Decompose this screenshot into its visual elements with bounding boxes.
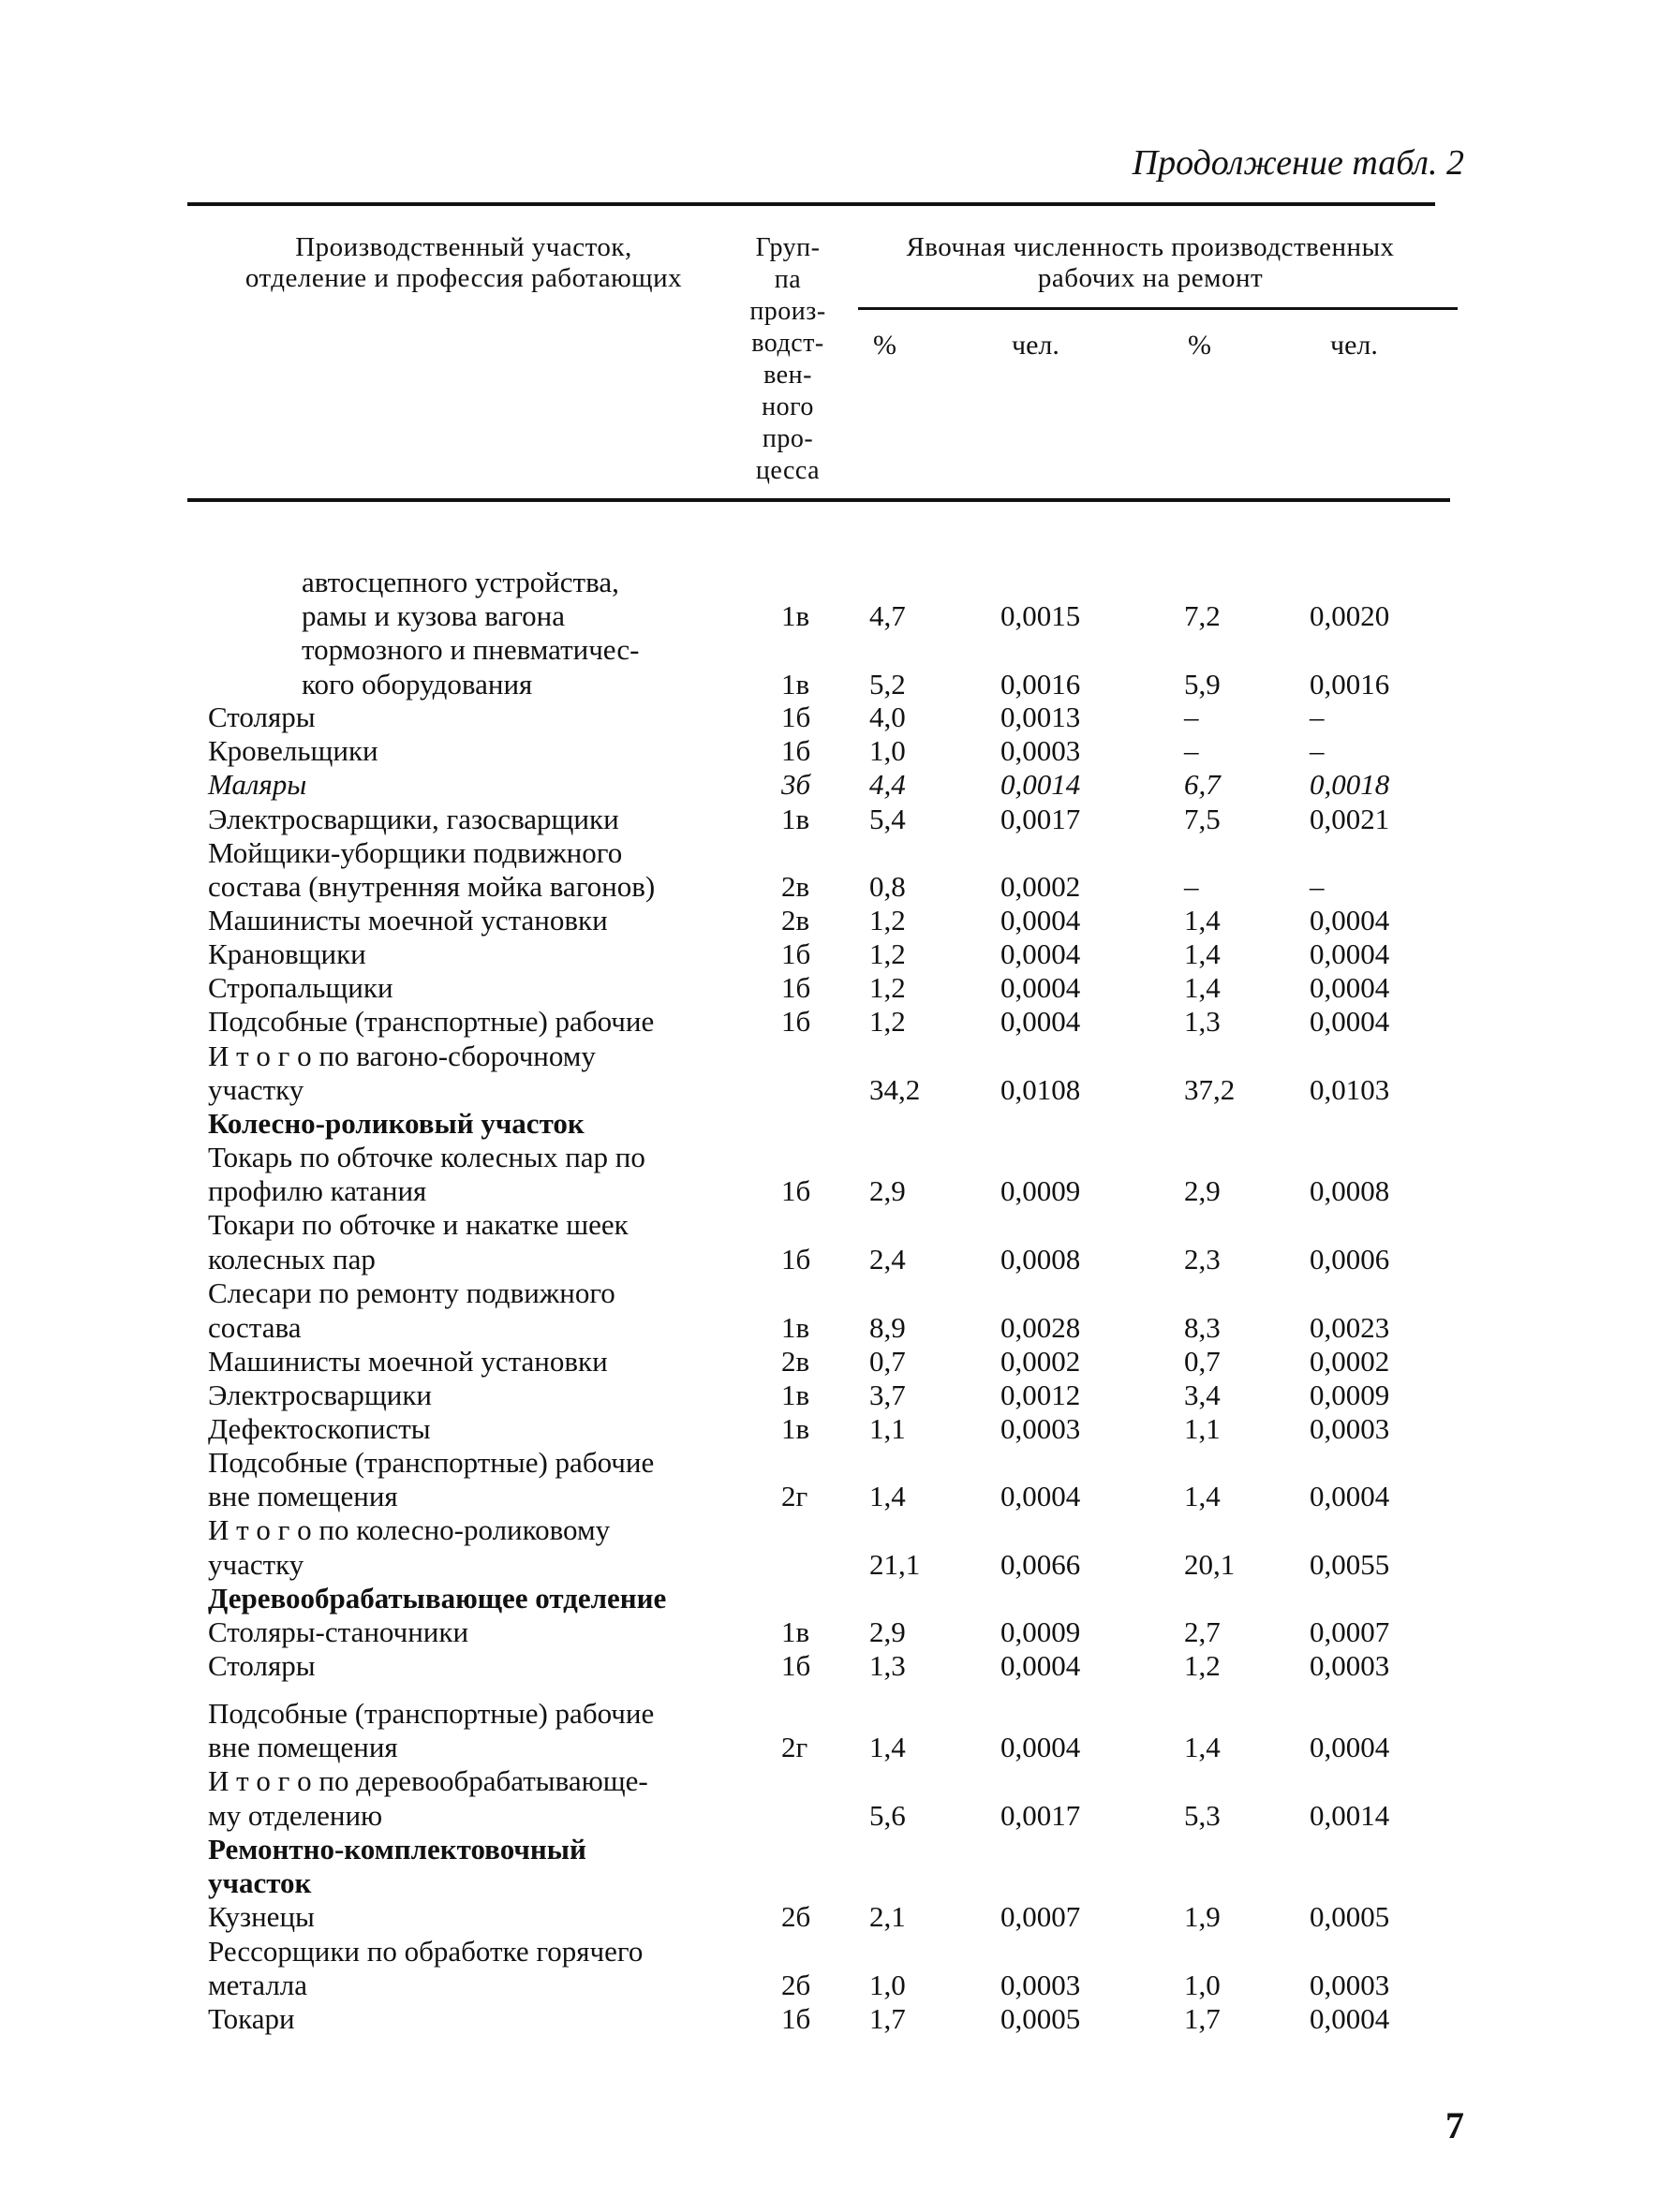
row-people-1: 0,0004 — [1000, 1005, 1081, 1038]
row-process-group: 2г — [781, 1731, 808, 1763]
table-row — [0, 1208, 1659, 1242]
row-label: Столяры — [208, 700, 316, 733]
table-row — [0, 1935, 1659, 1969]
row-percent-2: 2,9 — [1184, 1174, 1221, 1207]
row-people-1: 0,0017 — [1000, 803, 1081, 835]
row-label: Машинисты моечной установки — [208, 904, 608, 936]
row-people-2: 0,0009 — [1310, 1379, 1390, 1411]
row-people-1: 0,0003 — [1000, 1969, 1081, 2001]
header-staff-line-1: Явочная численность производственных — [906, 232, 1395, 262]
row-label: Крановщики — [208, 937, 366, 970]
header-group-line: произ- — [749, 297, 826, 326]
row-label: И т о г о по деревообрабатывающе- — [208, 1764, 648, 1797]
row-people-2: 0,0023 — [1310, 1311, 1390, 1344]
row-people-1: 0,0005 — [1000, 2002, 1081, 2035]
table-row — [0, 2002, 1659, 2036]
table-row — [0, 1005, 1659, 1039]
row-people-2: 0,0018 — [1310, 768, 1390, 801]
table-row — [0, 1615, 1659, 1649]
row-people-2: 0,0005 — [1310, 1900, 1390, 1933]
row-percent-2: 20,1 — [1184, 1548, 1236, 1581]
table-row — [0, 1969, 1659, 2002]
row-people-2: – — [1310, 700, 1325, 733]
table-row — [0, 803, 1659, 836]
row-label: Токари по обточке и накатке шеек — [208, 1208, 629, 1241]
page-number: 7 — [1445, 2104, 1464, 2146]
row-percent-2: 1,4 — [1184, 904, 1221, 936]
row-percent-2: 0,7 — [1184, 1345, 1221, 1378]
row-people-2: 0,0004 — [1310, 1005, 1390, 1038]
row-people-1: 0,0008 — [1000, 1243, 1081, 1276]
table-caption: Продолжение табл. 2 — [1132, 143, 1464, 183]
row-people-1: 0,0009 — [1000, 1174, 1081, 1207]
row-people-2: 0,0004 — [1310, 1731, 1390, 1763]
row-people-1: 0,0004 — [1000, 1731, 1081, 1763]
row-percent-2: 1,7 — [1184, 2002, 1221, 2035]
row-label: Мойщики-уборщики подвижного — [208, 836, 623, 869]
row-label: Подсобные (транспортные) рабочие — [208, 1446, 655, 1479]
row-label: Столяры-станочники — [208, 1615, 469, 1648]
row-label: Кузнецы — [208, 1900, 315, 1933]
row-people-1: 0,0004 — [1000, 904, 1081, 936]
header-group-line: цесса — [755, 456, 821, 485]
row-label: вне помещения — [208, 1480, 398, 1512]
row-people-1: 0,0004 — [1000, 1649, 1081, 1682]
table-row — [0, 1480, 1659, 1513]
row-process-group: 1б — [781, 937, 811, 970]
table-row — [0, 1141, 1659, 1174]
row-people-2: 0,0004 — [1310, 2002, 1390, 2035]
header-staff-column — [841, 232, 1459, 294]
row-people-1: 0,0002 — [1000, 1345, 1081, 1378]
header-bottom-rule — [187, 498, 1450, 502]
row-process-group: 2в — [781, 870, 810, 903]
row-process-group: 1б — [781, 2002, 811, 2035]
table-row — [0, 734, 1659, 768]
table-row — [0, 870, 1659, 904]
row-label: Машинисты моечной установки — [208, 1345, 608, 1378]
row-people-2: 0,0004 — [1310, 1480, 1390, 1512]
row-percent-1: 4,7 — [869, 599, 906, 632]
row-process-group: 1в — [781, 1615, 810, 1648]
row-people-2: 0,0003 — [1310, 1412, 1390, 1445]
row-people-2: 0,0004 — [1310, 904, 1390, 936]
row-label: Электросварщики, газосварщики — [208, 803, 619, 835]
table-row — [0, 1900, 1659, 1934]
row-percent-2: – — [1184, 870, 1199, 903]
row-percent-2: 2,3 — [1184, 1243, 1221, 1276]
row-people-2: 0,0020 — [1310, 599, 1390, 632]
header-name-line-2: отделение и профессия работающих — [244, 263, 683, 293]
row-percent-1: 1,1 — [869, 1412, 906, 1445]
table-row — [0, 1799, 1659, 1833]
row-people-2: 0,0103 — [1310, 1073, 1390, 1106]
table-row — [0, 1833, 1659, 1866]
subheader-people-2: чел. — [1330, 330, 1378, 361]
row-process-group: 1в — [781, 1379, 810, 1411]
row-people-1: 0,0014 — [1000, 768, 1081, 801]
table-row — [0, 1513, 1659, 1547]
row-percent-1: 4,0 — [869, 700, 906, 733]
row-people-1: 0,0004 — [1000, 971, 1081, 1004]
table-row — [0, 1073, 1659, 1107]
row-people-1: 0,0015 — [1000, 599, 1081, 632]
table-row — [0, 1040, 1659, 1073]
row-percent-1: 2,9 — [869, 1174, 906, 1207]
row-percent-1: 8,9 — [869, 1311, 906, 1344]
row-people-2: 0,0003 — [1310, 1649, 1390, 1682]
row-percent-2: 1,4 — [1184, 971, 1221, 1004]
row-label: И т о г о по колесно-роликовому — [208, 1513, 611, 1546]
row-process-group: 2б — [781, 1900, 811, 1933]
header-group-line: ного — [762, 392, 814, 421]
row-percent-2: 1,3 — [1184, 1005, 1221, 1038]
row-people-1: 0,0013 — [1000, 700, 1081, 733]
row-process-group: 1б — [781, 1649, 811, 1682]
row-process-group: 2г — [781, 1480, 808, 1512]
row-people-1: 0,0003 — [1000, 734, 1081, 767]
row-percent-2: 6,7 — [1184, 768, 1221, 801]
row-percent-1: 5,2 — [869, 668, 906, 700]
row-percent-2: – — [1184, 700, 1199, 733]
table-row — [0, 1649, 1659, 1683]
row-people-1: 0,0002 — [1000, 870, 1081, 903]
row-people-1: 0,0004 — [1000, 1480, 1081, 1512]
row-percent-2: 1,0 — [1184, 1969, 1221, 2001]
table-row — [0, 1582, 1659, 1615]
table-row — [0, 1379, 1659, 1412]
row-process-group: 2в — [781, 904, 810, 936]
row-percent-1: 1,2 — [869, 1005, 906, 1038]
row-percent-2: 1,4 — [1184, 1731, 1221, 1763]
row-people-2: 0,0016 — [1310, 668, 1390, 700]
subheader-percent-2: % — [1188, 330, 1211, 361]
row-percent-1: 5,4 — [869, 803, 906, 835]
table-row — [0, 566, 1659, 599]
row-people-2: 0,0003 — [1310, 1969, 1390, 2001]
header-staff-line-2: рабочих на ремонт — [1037, 263, 1264, 293]
row-people-1: 0,0003 — [1000, 1412, 1081, 1445]
table-row — [0, 1697, 1659, 1731]
table-row — [0, 1866, 1659, 1900]
row-people-2: 0,0004 — [1310, 971, 1390, 1004]
row-label: рамы и кузова вагона — [302, 599, 565, 632]
row-people-2: 0,0055 — [1310, 1548, 1390, 1581]
header-staff-rule — [858, 307, 1458, 310]
table-row — [0, 1345, 1659, 1379]
table-row — [0, 1731, 1659, 1764]
row-percent-2: 5,3 — [1184, 1799, 1221, 1832]
row-label: Маляры — [208, 768, 307, 801]
row-label: Подсобные (транспортные) рабочие — [208, 1005, 655, 1038]
row-people-1: 0,0009 — [1000, 1615, 1081, 1648]
row-people-1: 0,0016 — [1000, 668, 1081, 700]
row-process-group: 1в — [781, 668, 810, 700]
row-percent-2: 7,5 — [1184, 803, 1221, 835]
row-label: вне помещения — [208, 1731, 398, 1763]
row-percent-1: 34,2 — [869, 1073, 921, 1106]
row-label: состава (внутренняя мойка вагонов) — [208, 870, 656, 903]
row-label: Ремонтно-комплектовочный — [208, 1833, 586, 1865]
row-percent-2: – — [1184, 734, 1199, 767]
row-percent-1: 0,7 — [869, 1345, 906, 1378]
row-people-1: 0,0004 — [1000, 937, 1081, 970]
row-percent-1: 3,7 — [869, 1379, 906, 1411]
row-label: кого оборудования — [302, 668, 533, 700]
row-label: участок — [208, 1866, 312, 1899]
header-group-line: па — [774, 265, 802, 294]
row-people-1: 0,0066 — [1000, 1548, 1081, 1581]
row-label: Слесари по ремонту подвижного — [208, 1276, 615, 1309]
header-group-line: вен- — [763, 361, 812, 390]
row-label: Рессорщики по обработке горячего — [208, 1935, 644, 1968]
row-percent-1: 1,2 — [869, 971, 906, 1004]
header-group-column — [736, 232, 839, 487]
header-group-line: водст- — [751, 329, 824, 358]
row-label: тормозного и пневматичес- — [302, 633, 640, 666]
row-people-2: 0,0007 — [1310, 1615, 1390, 1648]
row-process-group: 1в — [781, 599, 810, 632]
table-row — [0, 633, 1659, 667]
row-percent-2: 37,2 — [1184, 1073, 1236, 1106]
row-process-group: 2б — [781, 1969, 811, 2001]
row-percent-2: 1,4 — [1184, 937, 1221, 970]
row-label: Электросварщики — [208, 1379, 432, 1411]
row-percent-2: 1,9 — [1184, 1900, 1221, 1933]
row-people-2: 0,0002 — [1310, 1345, 1390, 1378]
row-process-group: 1б — [781, 1005, 811, 1038]
row-people-1: 0,0017 — [1000, 1799, 1081, 1832]
row-people-2: 0,0014 — [1310, 1799, 1390, 1832]
row-process-group: 3б — [781, 768, 811, 801]
table-row — [0, 1243, 1659, 1276]
row-label: участку — [208, 1073, 304, 1106]
subheader-percent-1: % — [873, 330, 896, 361]
table-row — [0, 668, 1659, 701]
row-label: профилю катания — [208, 1174, 427, 1207]
row-process-group: 2в — [781, 1345, 810, 1378]
header-name-column — [187, 232, 740, 294]
row-label: Деревообрабатывающее отделение — [208, 1582, 667, 1615]
row-label: му отделению — [208, 1799, 383, 1832]
row-percent-2: 5,9 — [1184, 668, 1221, 700]
row-process-group: 1б — [781, 1174, 811, 1207]
row-percent-1: 1,2 — [869, 904, 906, 936]
table-row — [0, 700, 1659, 734]
row-label: состава — [208, 1311, 302, 1344]
table-row — [0, 1174, 1659, 1208]
row-label: Подсобные (транспортные) рабочие — [208, 1697, 655, 1730]
row-label: Токарь по обточке колесных пар по — [208, 1141, 645, 1173]
row-percent-1: 21,1 — [869, 1548, 921, 1581]
row-people-2: – — [1310, 870, 1325, 903]
row-percent-1: 4,4 — [869, 768, 906, 801]
header-name-line-1: Производственный участок, — [295, 232, 632, 262]
header-group-line: про- — [762, 424, 814, 453]
row-percent-1: 2,4 — [869, 1243, 906, 1276]
row-percent-1: 1,0 — [869, 1969, 906, 2001]
table-row — [0, 1107, 1659, 1141]
row-percent-2: 7,2 — [1184, 599, 1221, 632]
row-people-2: 0,0021 — [1310, 803, 1390, 835]
table-row — [0, 1412, 1659, 1446]
row-percent-2: 8,3 — [1184, 1311, 1221, 1344]
table-row — [0, 836, 1659, 870]
row-process-group: 1в — [781, 1412, 810, 1445]
row-label: Колесно-роликовый участок — [208, 1107, 585, 1140]
row-process-group: 1б — [781, 734, 811, 767]
table-row — [0, 1764, 1659, 1798]
table-row — [0, 937, 1659, 971]
row-people-1: 0,0012 — [1000, 1379, 1081, 1411]
row-process-group: 1б — [781, 971, 811, 1004]
row-label: колесных пар — [208, 1243, 376, 1276]
row-process-group: 1б — [781, 700, 811, 733]
table-row — [0, 599, 1659, 633]
header-group-line: Груп- — [755, 233, 821, 262]
table-row — [0, 1548, 1659, 1582]
row-label: Токари — [208, 2002, 295, 2035]
table-row — [0, 1446, 1659, 1480]
row-percent-1: 1,4 — [869, 1731, 906, 1763]
row-people-2: 0,0008 — [1310, 1174, 1390, 1207]
row-label: И т о г о по вагоно-сборочному — [208, 1040, 596, 1072]
row-people-2: – — [1310, 734, 1325, 767]
row-percent-2: 1,2 — [1184, 1649, 1221, 1682]
row-people-1: 0,0007 — [1000, 1900, 1081, 1933]
row-label: Дефектоскописты — [208, 1412, 431, 1445]
row-percent-1: 1,3 — [869, 1649, 906, 1682]
row-people-2: 0,0006 — [1310, 1243, 1390, 1276]
row-label: участку — [208, 1548, 304, 1581]
row-percent-1: 1,7 — [869, 2002, 906, 2035]
table-row — [0, 768, 1659, 802]
row-label: металла — [208, 1969, 308, 2001]
row-people-1: 0,0028 — [1000, 1311, 1081, 1344]
table-row — [0, 1276, 1659, 1310]
row-percent-2: 2,7 — [1184, 1615, 1221, 1648]
row-percent-2: 1,1 — [1184, 1412, 1221, 1445]
table-row — [0, 1311, 1659, 1345]
row-people-2: 0,0004 — [1310, 937, 1390, 970]
table-row — [0, 971, 1659, 1005]
row-percent-2: 3,4 — [1184, 1379, 1221, 1411]
row-process-group: 1б — [781, 1243, 811, 1276]
row-percent-1: 2,9 — [869, 1615, 906, 1648]
row-people-1: 0,0108 — [1000, 1073, 1081, 1106]
row-percent-1: 1,2 — [869, 937, 906, 970]
row-label: Кровельщики — [208, 734, 378, 767]
row-percent-1: 5,6 — [869, 1799, 906, 1832]
row-percent-2: 1,4 — [1184, 1480, 1221, 1512]
row-percent-1: 0,8 — [869, 870, 906, 903]
subheader-people-1: чел. — [1012, 330, 1059, 361]
table-top-rule — [187, 202, 1435, 206]
row-process-group: 1в — [781, 1311, 810, 1344]
row-label: Стропальщики — [208, 971, 393, 1004]
row-percent-1: 1,0 — [869, 734, 906, 767]
row-percent-1: 1,4 — [869, 1480, 906, 1512]
row-label: Столяры — [208, 1649, 316, 1682]
row-label: автосцепного устройства, — [302, 566, 619, 598]
row-percent-1: 2,1 — [869, 1900, 906, 1933]
row-process-group: 1в — [781, 803, 810, 835]
table-row — [0, 904, 1659, 937]
